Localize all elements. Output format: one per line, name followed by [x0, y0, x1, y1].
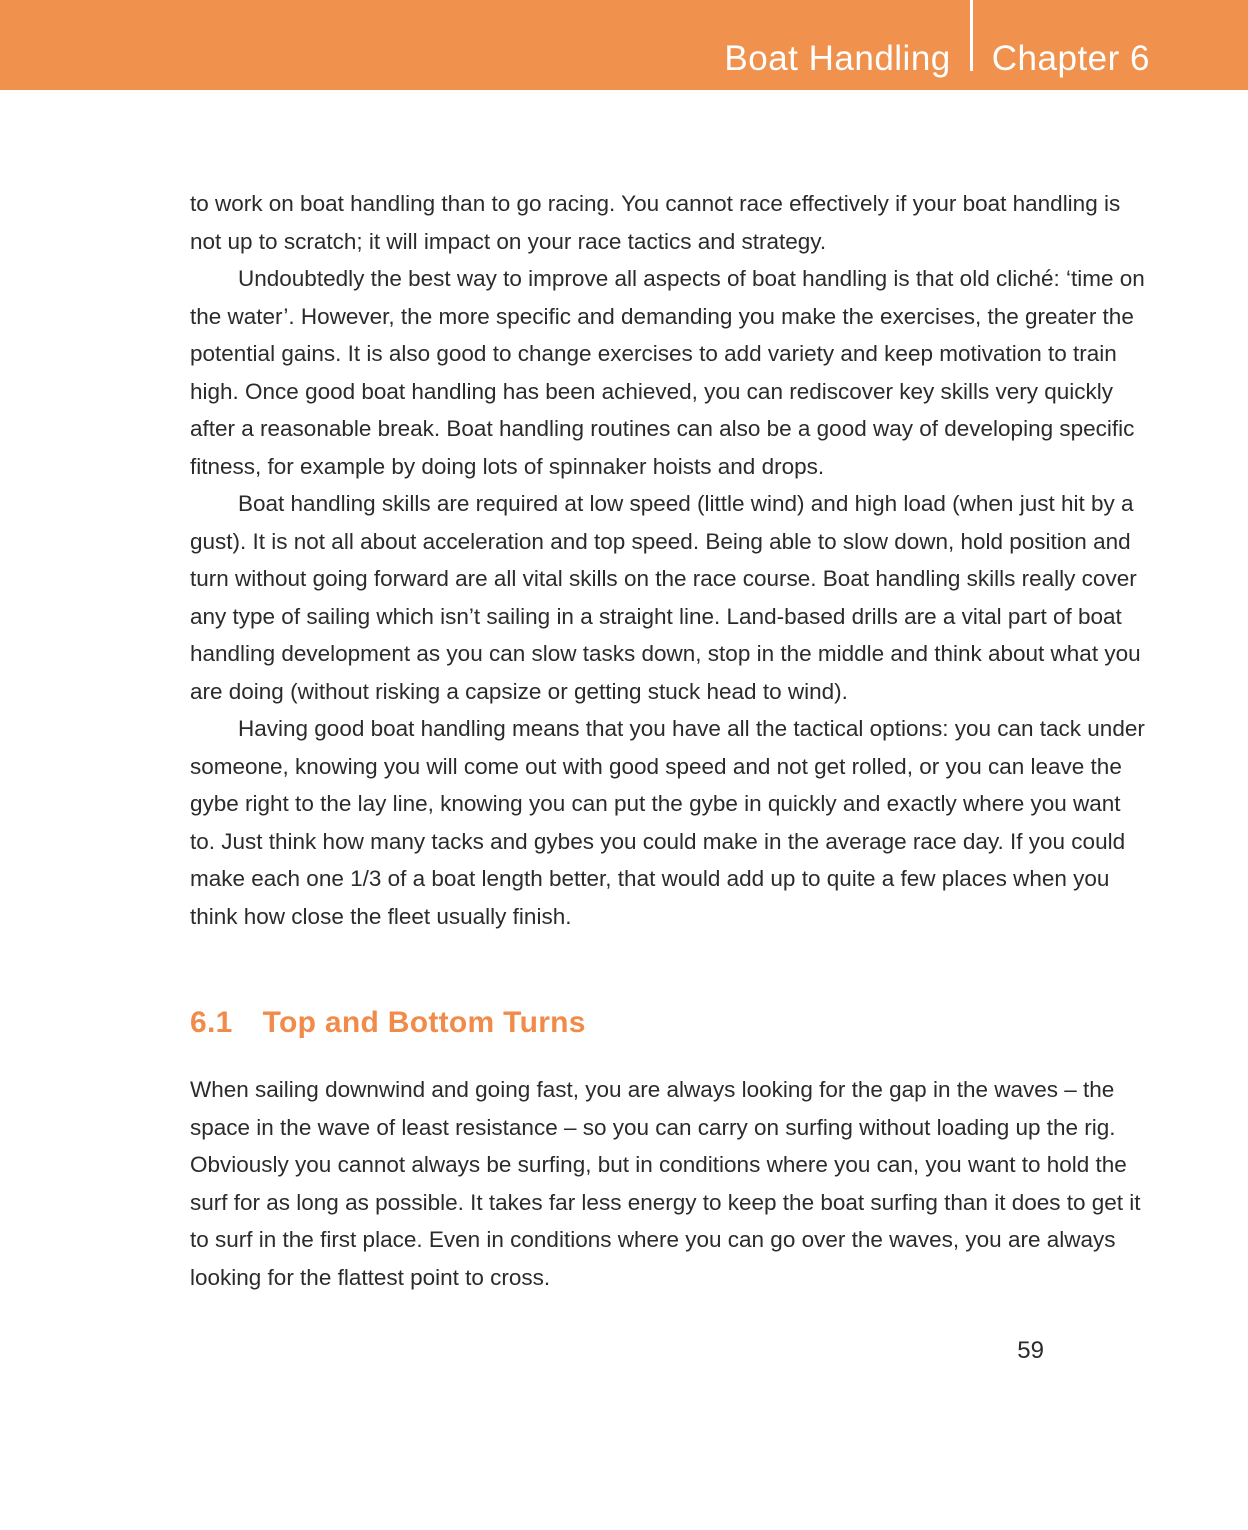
page-number: 59: [1017, 1337, 1044, 1364]
running-header-title: Boat Handling: [724, 39, 951, 78]
body-paragraph: When sailing downwind and going fast, you are always looking for the gap in the waves – the space in the wave of least resistance – so you can carry on surfing without loading up the rig. Obviously you cannot always be surfing, but in conditions where you can, you want to hold the surf for as long as possible. It takes far less energy to keep the boat surfing than it does to get it to surf in the first place. Even in conditions where you can go over the waves, you are always looking for the flattest point to cross.: [190, 1077, 1141, 1290]
section-title: Top and Bottom Turns: [262, 1006, 586, 1039]
body-paragraph: to work on boat handling than to go racing. You cannot race effectively if your boat handling is not up to scratch; it will impact on your race tactics and strategy.: [190, 191, 1121, 254]
page-footer: [190, 1332, 1044, 1370]
section-heading: [190, 1005, 1150, 1041]
body-paragraph: Having good boat handling means that you have all the tactical options: you can tack under someone, knowing you will come out with good speed and not get rolled, or you can leave the gybe right to the lay line, knowing you can put the gybe in quickly and exactly where you want to. Just think how many tacks and gybes you could make in the average race day. If you could make each one 1/3 of a boat length better, that would add up to quite a few places when you think how close the fleet usually finish.: [190, 716, 1145, 929]
body-paragraph: Boat handling skills are required at low speed (little wind) and high load (when just hit by a gust). It is not all about acceleration and top speed. Being able to slow down, hold position and turn without going forward are all vital skills on the race course. Boat handling skills really cover any type of sailing which isn’t sailing in a straight line. Land-based drills are a vital part of boat handling development as you can slow tasks down, stop in the middle and think about what you are doing (without risking a capsize or getting stuck head to wind).: [190, 491, 1141, 704]
running-header: [724, 0, 1150, 90]
body-paragraph: Undoubtedly the best way to improve all aspects of boat handling is that old cliché: ‘time on the water’. However, the more specific and demanding you make the exercises, the greater the potential gains. It is also good to change exercises to add variety and keep motivation to train high. Once good boat handling has been achieved, you can rediscover key skills very quickly after a reasonable break. Boat handling routines can also be a good way of developing specific fitness, for example by doing lots of spinnaker hoists and drops.: [190, 266, 1145, 479]
section-number: 6.1: [190, 1006, 233, 1039]
page-body: [190, 90, 1150, 1370]
chapter-header-banner: [0, 0, 1248, 90]
running-header-chapter: Chapter 6: [991, 39, 1150, 78]
header-divider: [970, 0, 973, 71]
